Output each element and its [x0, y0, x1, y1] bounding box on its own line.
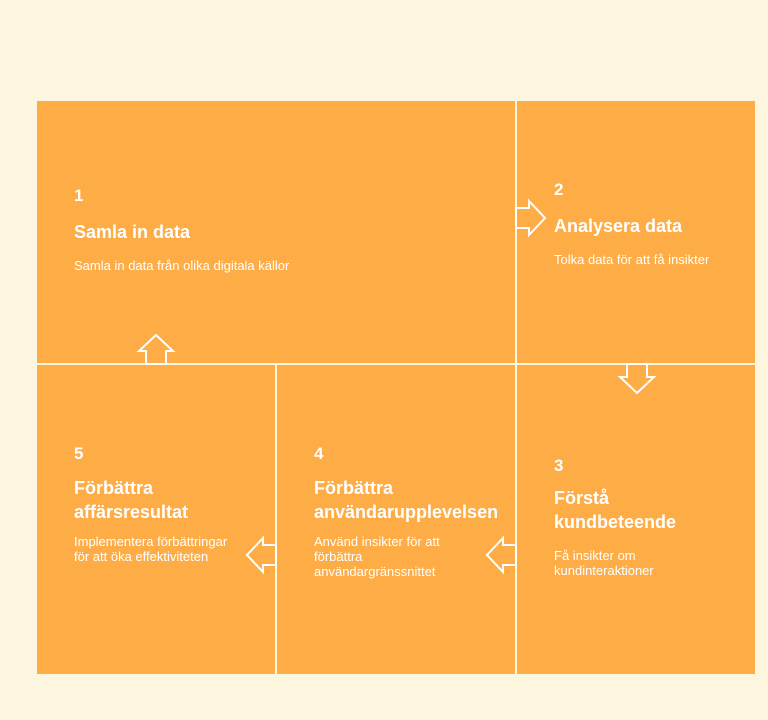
step-description: Använd insikter för att förbättra användargränssnittet — [314, 534, 440, 579]
step-title: Förbättra användarupplevelsen — [314, 478, 499, 522]
step-title: Analysera data — [554, 216, 683, 236]
step-number: 5 — [74, 444, 84, 463]
step-title: Förstå kundbeteende — [554, 488, 677, 532]
step-2 — [554, 180, 734, 267]
step-3 — [554, 456, 724, 578]
step-1 — [74, 186, 494, 273]
step-description: Tolka data för att få insikter — [554, 252, 710, 267]
arrow-up-icon — [139, 335, 173, 364]
step-description: Samla in data från olika digitala källor — [74, 258, 290, 273]
step-5 — [74, 444, 244, 564]
arrow-down-icon — [620, 364, 654, 393]
arrow-right-icon — [516, 201, 545, 235]
step-description: Implementera förbättringar för att öka effektiviteten — [74, 534, 228, 564]
step-number: 4 — [314, 444, 324, 463]
step-title: Förbättra affärsresultat — [74, 478, 189, 522]
step-number: 3 — [554, 456, 564, 475]
step-4 — [314, 444, 514, 579]
arrow-left-icon — [247, 538, 276, 572]
step-number: 2 — [554, 180, 564, 199]
step-title: Samla in data — [74, 222, 191, 242]
step-number: 1 — [74, 186, 84, 205]
step-description: Få insikter om kundinteraktioner — [554, 548, 654, 578]
